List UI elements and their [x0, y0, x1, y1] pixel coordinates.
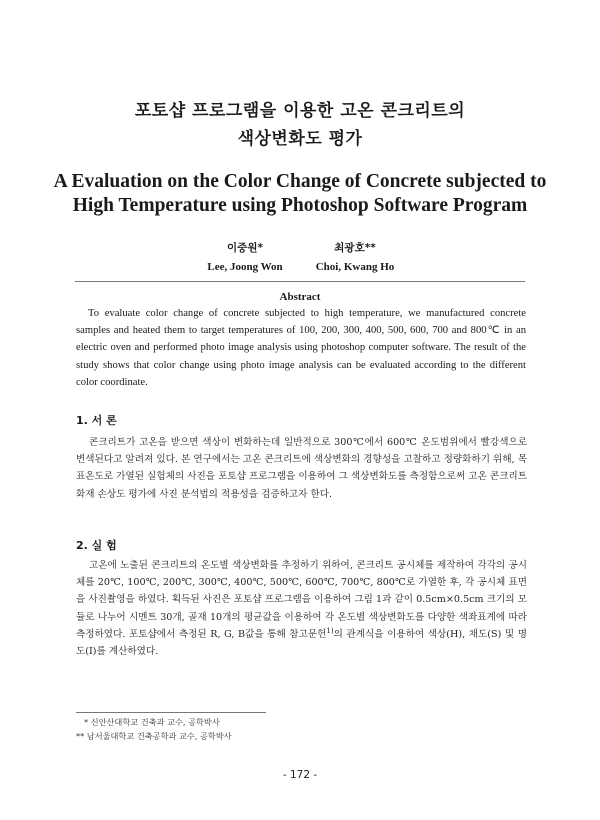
footnote-divider — [76, 712, 266, 713]
section-1-heading: 1. 서 론 — [76, 414, 117, 427]
footnote-2: ** 남서울대학교 건축공학과 교수, 공학박사 — [76, 731, 232, 741]
section-2-body — [76, 557, 527, 660]
english-title-line-2: High Temperature using Photoshop Software Program — [72, 195, 528, 216]
section-2-text-before-citation: 고온에 노출된 콘크리트의 온도별 색상변화를 추정하기 위하여, 콘크리트 공시체를 제작하여 각각의 공시체를 20℃, 100℃, 200℃, 300℃, 400℃, 500℃, 600℃, 700℃, 800℃로 가열한 후, 각 공시체 표면을 사진촬영을 하였다. 획득된 사진은 포토샵 프로그램을 이용하여 그림 1과 같이 0.5cm×0.5cm 크기의 모듈로 나누어 시멘트 30개, 골재 10개의 평균값을 이용하여 각 온도별 색상변화도를 다양한 색좌표계에 따라 측정하였다. 포토샵에서 측정된 R, G, B값을 통해 참고문헌 — [76, 560, 527, 640]
author-2-korean-name: 최광호** — [334, 242, 376, 254]
korean-title-line-1: 포토샵 프로그램을 이용한 고온 콘크리트의 — [134, 101, 466, 121]
english-title-line-1: A Evaluation on the Color Change of Concrete subjected to — [53, 171, 547, 192]
footnote-1: * 신안산대학교 건축과 교수, 공학박사 — [84, 717, 220, 727]
section-1-body: 콘크리트가 고온을 받으면 색상이 변화하는데 일반적으로 300℃에서 600℃ 온도범위에서 빨강색으로 변색된다고 알려져 있다. 본 연구에서는 고온 콘크리트에 색상변화의 경향성을 고찰하고 정량화하기 위해, 목표온도로 가열된 실험체의 사진을 포토샵 프로그램을 이용하여 그 색상변화도를 측정함으로써 고온 콘크리트 화재 손상도 평가에 사진 분석법의 적용성을 검증하고자 한다. — [76, 437, 527, 500]
author-2 — [275, 240, 435, 273]
header-divider — [75, 281, 525, 282]
abstract-text: To evaluate color change of concrete subjected to high temperature, we manufactured concrete samples and heated them to target temperatures of 100, 200, 300, 400, 500, 600, 700 and 800℃ in an electric oven and performed photo image analysis using photoshop computer software. The result of the study shows that color change using photo image analysis can be evaluated according to the different color coordinate. — [76, 308, 526, 388]
page-number: - 172 - — [282, 769, 318, 781]
section-2-heading: 2. 실 험 — [76, 539, 117, 552]
citation-superscript: 1) — [326, 626, 334, 635]
korean-title-line-2: 색상변화도 평가 — [237, 129, 363, 149]
author-1-english-name: Lee, Joong Won — [207, 261, 283, 273]
abstract-heading: Abstract — [279, 291, 321, 303]
author-1-korean-name: 이중원* — [227, 242, 263, 254]
section-2-text-after-citation: 의 관계식을 이용하여 색상(H), 채도(S) 및 명도(I)를 계산하였다. — [76, 628, 527, 658]
author-2-english-name: Choi, Kwang Ho — [315, 261, 395, 273]
